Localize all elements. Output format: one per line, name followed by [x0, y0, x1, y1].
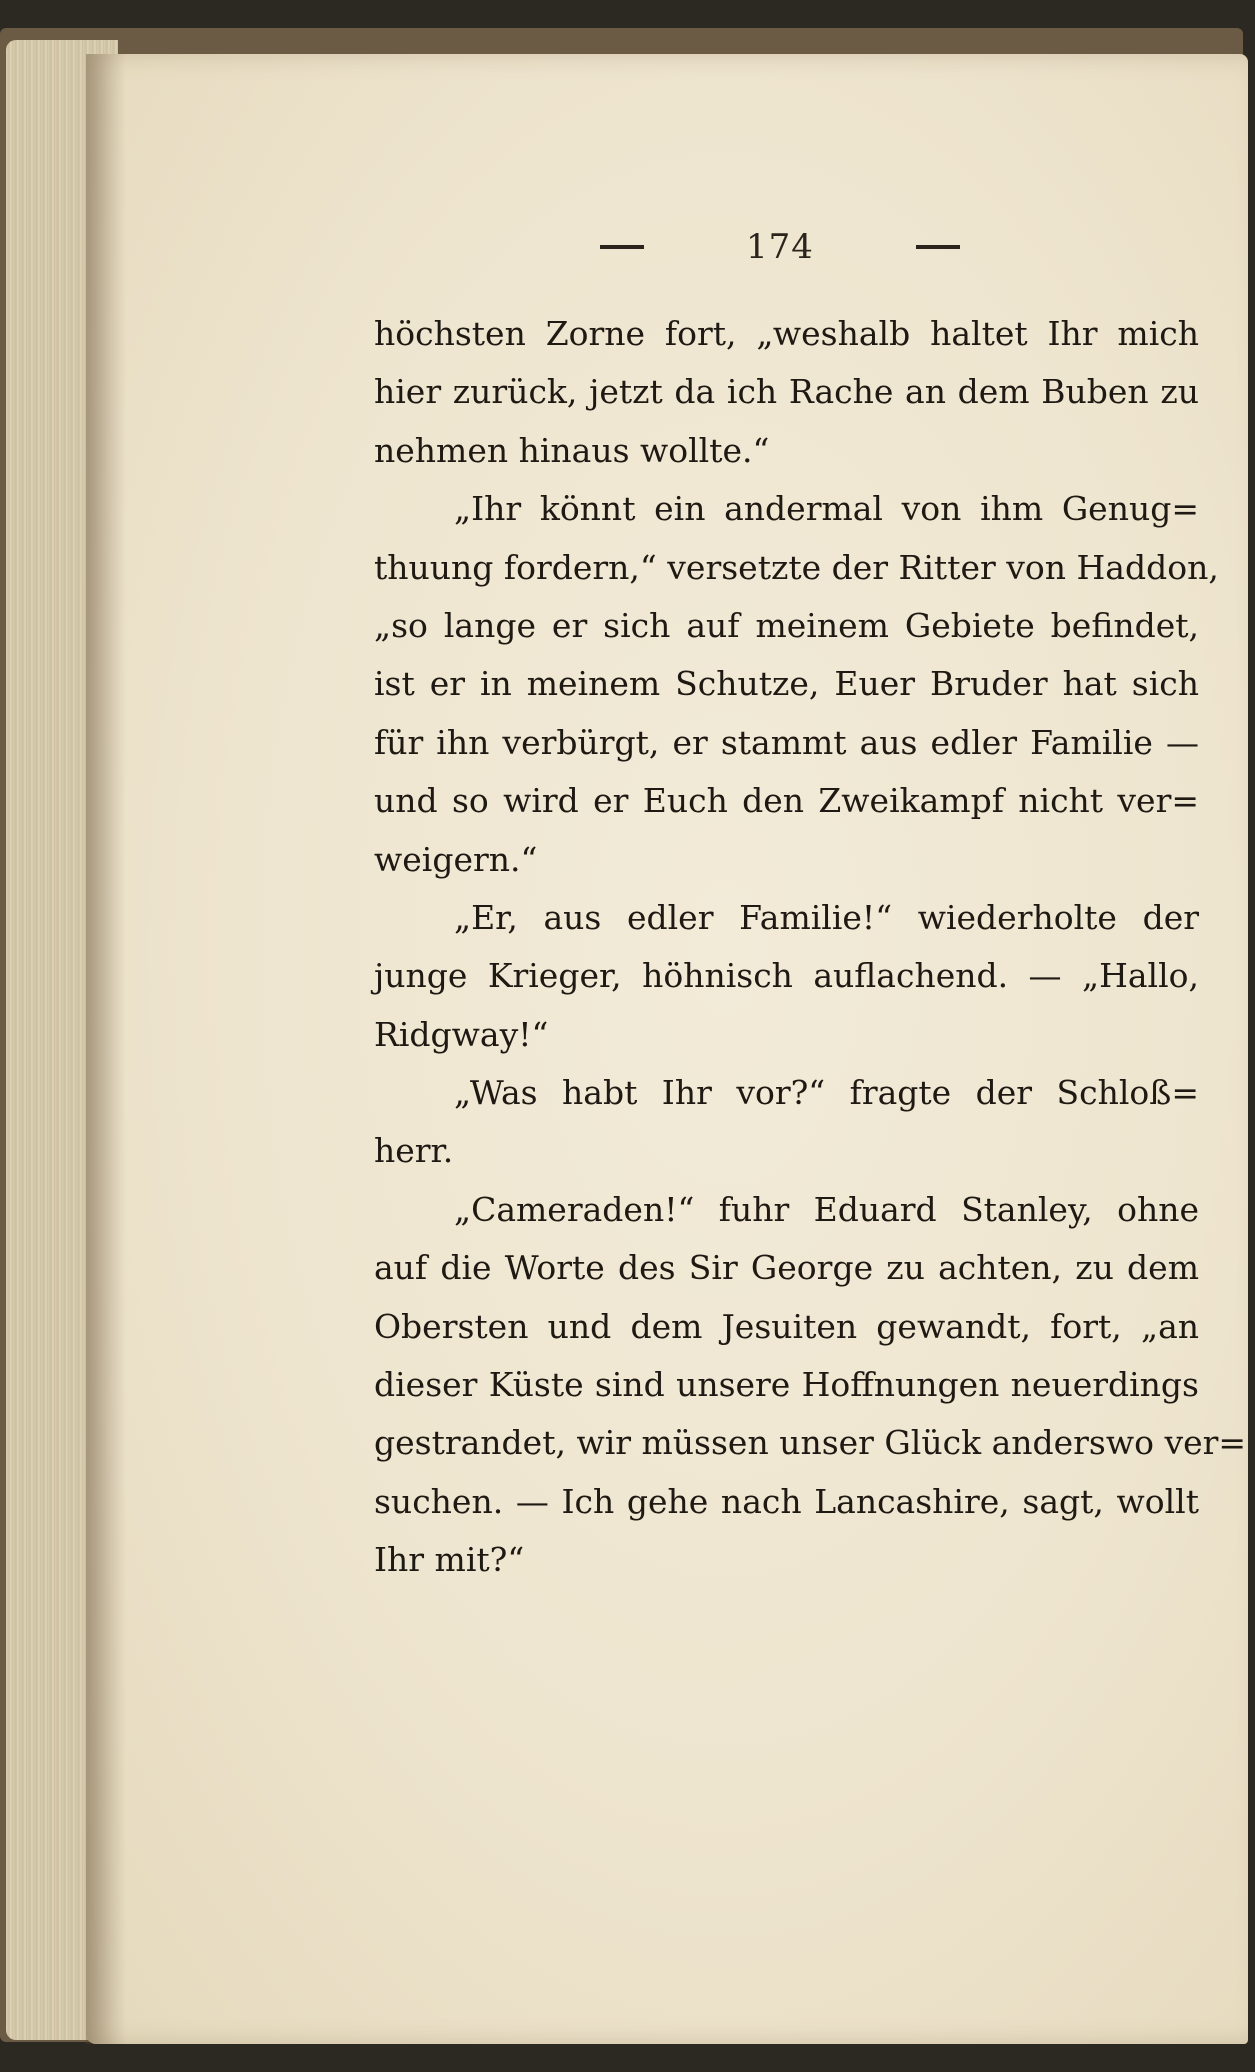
spine-shadow: [86, 54, 126, 2044]
text-line: Ridgway!“: [374, 1014, 549, 1054]
header-dash-left: [600, 245, 644, 249]
text-line: für ihn verbürgt, er stammt aus edler Familie —: [374, 722, 1199, 762]
text-line: dieser Küste sind unsere Hoffnungen neuerdings: [374, 1365, 1199, 1405]
text-line: „Cameraden!“ fuhr Eduard Stanley, ohne: [454, 1189, 1199, 1229]
text-line: weigern.“: [374, 839, 538, 879]
text-line: junge Krieger, höhnisch auflachend. — „Hallo,: [374, 956, 1199, 996]
text-line: Ihr mit?“: [374, 1540, 525, 1580]
body-text: [374, 305, 1247, 1590]
text-line: „so lange er sich auf meinem Gebiete befindet,: [374, 605, 1199, 645]
text-line: „Was habt Ihr vor?“ fragte der Schloß=: [454, 1073, 1199, 1113]
text-line: nehmen hinaus wollte.“: [374, 430, 770, 470]
text-line: höchsten Zorne fort, „weshalb haltet Ihr mich: [374, 314, 1199, 353]
text-line: thuung fordern,“ versetzte der Ritter von Haddon,: [374, 547, 1219, 587]
page-header: [600, 222, 960, 272]
text-line: suchen. — Ich gehe nach Lancashire, sagt, wollt: [374, 1481, 1199, 1521]
text-line: hier zurück, jetzt da ich Rache an dem Buben zu: [374, 372, 1199, 412]
page-number: 174: [746, 227, 814, 267]
header-dash-right: [916, 245, 960, 249]
text-line: und so wird er Euch den Zweikampf nicht ver=: [374, 781, 1199, 821]
text-line: herr.: [374, 1131, 454, 1171]
text-line: auf die Worte des Sir George zu achten, zu dem: [374, 1248, 1199, 1288]
text-line: Obersten und dem Jesuiten gewandt, fort, „an: [374, 1306, 1199, 1346]
text-line: „Ihr könnt ein andermal von ihm Genug=: [454, 489, 1199, 529]
text-line: gestrandet, wir müssen unser Glück anderswo ver=: [374, 1423, 1247, 1463]
text-line: ist er in meinem Schutze, Euer Bruder hat sich: [374, 664, 1199, 704]
text-line: „Er, aus edler Familie!“ wiederholte der: [454, 897, 1199, 937]
